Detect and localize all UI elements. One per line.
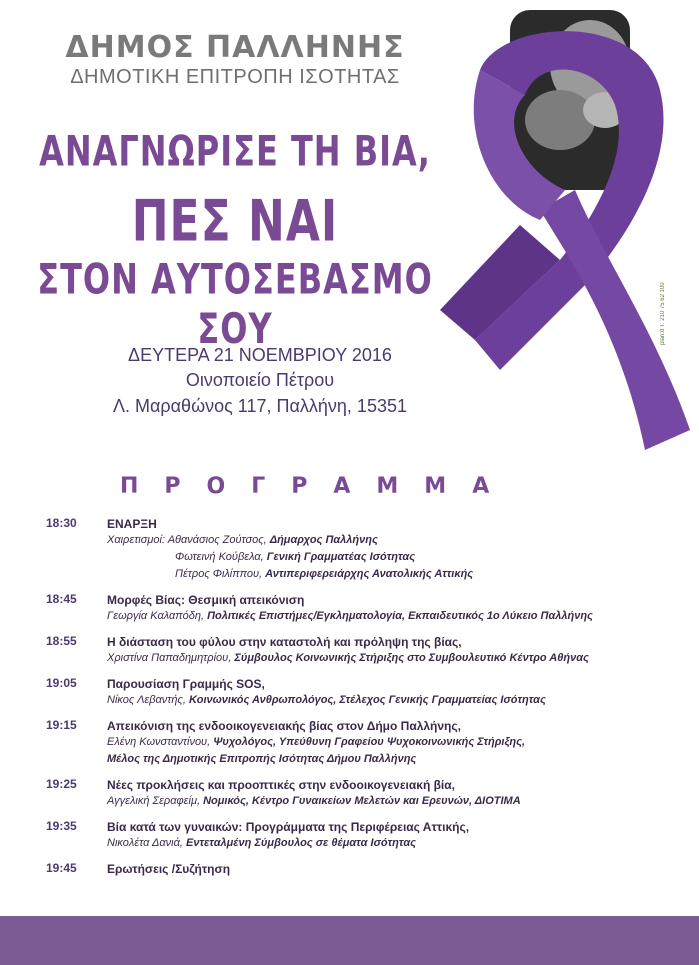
program-time: 18:45 [46, 592, 77, 606]
program-time: 18:55 [46, 634, 77, 648]
printer-credit: plan:d T: 210 75 62 100 [660, 282, 666, 345]
program-time: 19:05 [46, 676, 77, 690]
program-title-text: Νέες προκλήσεις και προοπτικές στην ενδοοικογενειακή βία, [107, 778, 455, 792]
speaker-line [107, 566, 686, 583]
speaker-role: Αντιπεριφερειάρχης Ανατολικής Αττικής [265, 568, 474, 580]
speaker-line [107, 608, 686, 625]
speaker-line [107, 532, 686, 549]
speaker-line [107, 835, 686, 852]
program-item [46, 819, 686, 852]
speaker-role: Πολιτικές Επιστήμες/Εγκληματολογία, Εκπαιδευτικός 1ο Λύκειο Παλλήνης [207, 610, 593, 622]
footer-bar [0, 916, 699, 965]
speaker-name: Νικολέτα Δανιά, [107, 837, 183, 849]
speaker-name: Γεωργία Καλαπόδη, [107, 610, 205, 622]
speaker-name: Αθανάσιος Ζούτσος, [167, 534, 267, 546]
awareness-ribbon-icon [440, 10, 690, 460]
program-item [46, 861, 686, 877]
speaker-name: Χριστίνα Παπαδημητρίου, [107, 652, 232, 664]
program-item [46, 592, 686, 625]
program-title-text: Η διάσταση του φύλου στην καταστολή και πρόληψη της βίας, [107, 635, 462, 649]
program-item [46, 516, 686, 583]
program-title-text: Βία κατά των γυναικών: Προγράμματα της Περιφέρειας Αττικής, [107, 820, 470, 834]
event-address: Λ. Μαραθώνος 117, Παλλήνη, 15351 [112, 396, 407, 416]
program-time: 19:25 [46, 777, 77, 791]
speaker-line [107, 751, 686, 768]
program-item [46, 777, 686, 810]
speaker-role: Σύμβουλος Κοινωνικής Στήριξης στο Συμβουλευτικό Κέντρο Αθήνας [234, 652, 589, 664]
slogan-line-1: ΑΝΑΓΝΩΡΙΣΕ ΤΗ ΒΙΑ, [39, 126, 431, 176]
municipality-name: ΔΗΜΟΣ ΠΑΛΛΗΝΗΣ [65, 30, 405, 65]
speaker-name: Ελένη Κωνσταντίνου, [107, 736, 211, 748]
program-time: 18:30 [46, 516, 77, 530]
speaker-role: Εντεταλμένη Σύμβουλος σε θέματα Ισότητας [186, 837, 417, 849]
program-title-text: Παρουσίαση Γραμμής SOS, [107, 677, 265, 691]
event-venue: Οινοποιείο Πέτρου [185, 370, 335, 390]
speaker-role: Δήμαρχος Παλλήνης [269, 534, 378, 546]
program-item [46, 634, 686, 667]
speaker-line [107, 734, 686, 751]
greeting-label: Χαιρετισμοί: [107, 534, 166, 546]
speaker-name: Αγγελική Σεραφείμ, [107, 795, 201, 807]
slogan-line-2: ΠΕΣ ΝΑΙ [131, 188, 339, 255]
event-date: ΔΕΥΤΕΡΑ 21 ΝΟΕΜΒΡΙΟΥ 2016 [128, 345, 392, 365]
program-title-text: Απεικόνιση της ενδοοικογενειακής βίας στον Δήμο Παλλήνης, [107, 719, 461, 733]
speaker-line [107, 650, 686, 667]
program-item [46, 718, 686, 768]
committee-name: ΔΗΜΟΤΙΚΗ ΕΠΙΤΡΟΠΗ ΙΣΟΤΗΤΑΣ [70, 66, 400, 88]
speaker-role: Κοινωνικός Ανθρωπολόγος, Στέλεχος Γενικής Γραμματείας Ισότητας [189, 694, 546, 706]
speaker-role: Γενική Γραμματέας Ισότητας [266, 551, 416, 563]
program-time: 19:15 [46, 718, 77, 732]
program-title: ΠΡΟΓΡΑΜΜΑ [120, 474, 516, 499]
speaker-name: Φωτεινή Κούβελα, [175, 551, 264, 563]
speaker-role: Μέλος της Δημοτικής Επιτροπής Ισότητας Δήμου Παλλήνης [107, 753, 417, 765]
program-title-text: ΕΝΑΡΞΗ [107, 517, 157, 531]
program-list [46, 516, 686, 886]
program-title-text: Ερωτήσεις /Συζήτηση [107, 862, 231, 876]
program-title-text: Μορφές Βίας: Θεσμική απεικόνιση [107, 593, 305, 607]
speaker-line [107, 793, 686, 810]
speaker-role: Ψυχολόγος, Υπεύθυνη Γραφείου Ψυχοκοινωνικής Στήριξης, [213, 736, 526, 748]
speaker-line [107, 692, 686, 709]
program-time: 19:35 [46, 819, 77, 833]
slogan-line-3: ΣΤΟΝ ΑΥΤΟΣΕΒΑΣΜΟ ΣΟΥ [37, 254, 433, 354]
speaker-name: Νίκος Λεβαντής, [107, 694, 186, 706]
program-item [46, 676, 686, 709]
speaker-name: Πέτρος Φιλίππου, [175, 568, 263, 580]
speaker-role: Νομικός, Κέντρο Γυναικείων Μελετών και Ερευνών, ΔΙΟΤΙΜΑ [203, 795, 521, 807]
program-time: 19:45 [46, 861, 77, 875]
speaker-line [107, 549, 686, 566]
